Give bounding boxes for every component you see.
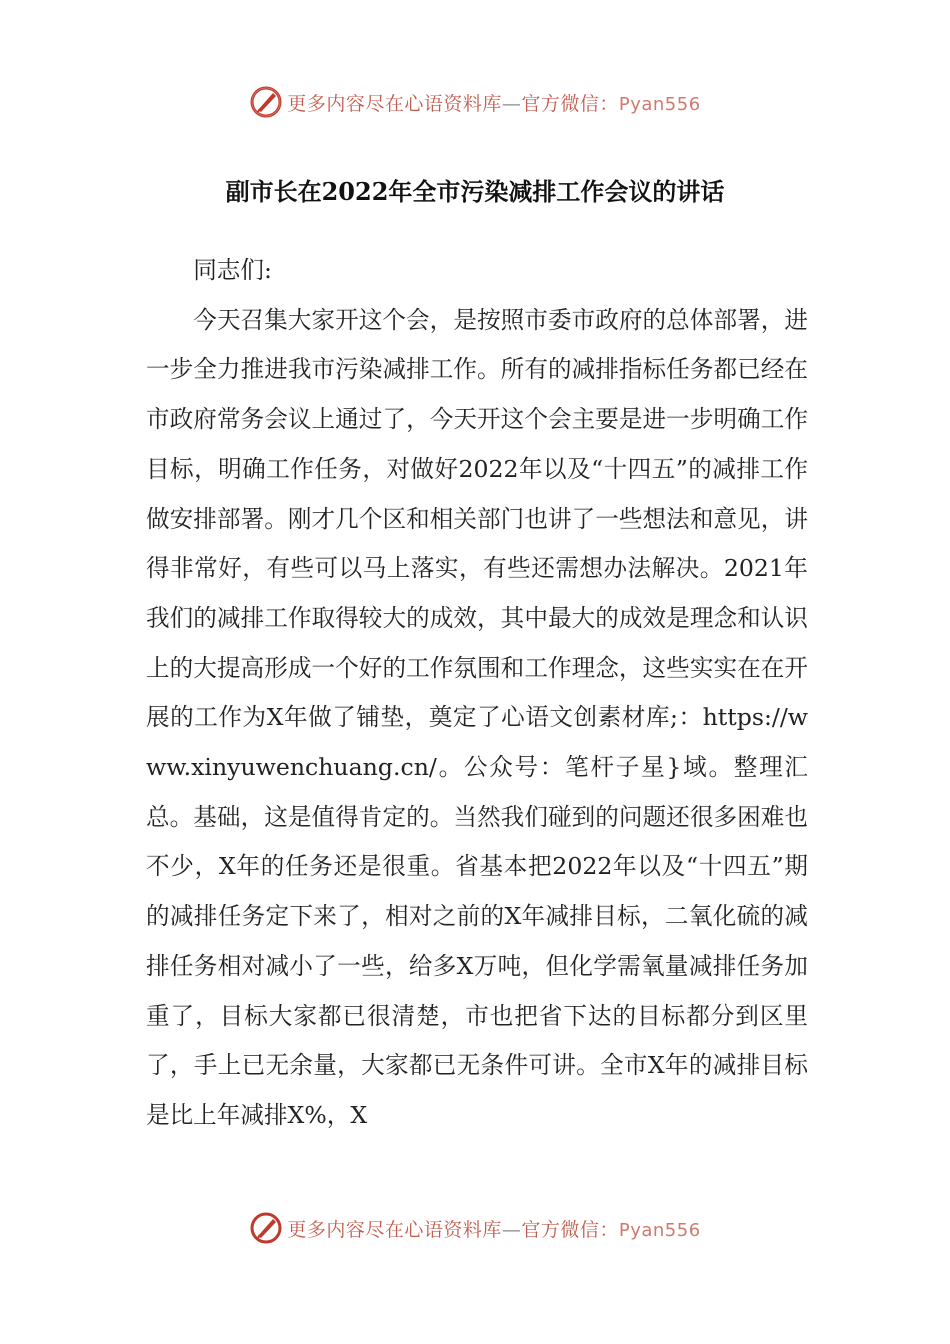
paragraph: 今天召集大家开这个会，是按照市委市政府的总体部署，进一步全力推进我市污染减排工作。所有的减排指标任务都已经在市政府常务会议上通过了，今天开这个会主要是进一步明确工作目标，明确工作任务，对做好2022年以及“十四五”的减排工作做安排部署。刚才几个区和相关部门也讲了一些想法和意见，讲得非常好，有些可以马上落实，有些还需想办法解决。2021年我们的减排工作取得较大的成效，其中最大的成效是理念和认识上的大提高形成一个好的工作氛围和工作理念，这些实实在在开展的工作为X年做了铺垫，奠定了心语文创素材库;：https://www.xinyuwenchuang.cn/。公众号：笔杆子星}域。整理汇总。基础，这是值得肯定的。当然我们碰到的问题还很多困难也不少，X年的任务还是很重。省基本把2022年以及“十四五”期的减排任务定下来了，相对之前的X年减排目标，二氧化硫的减排任务相对减小了一些，给多X万吨，但化学需氧量减排任务加重了，目标大家都已很清楚，市也把省下达的目标都分到区里了，手上已无余量，大家都已无条件可讲。全市X年的减排目标是比上年减排X%，X <box>146 305 808 1129</box>
quill-logo-icon <box>249 1211 283 1245</box>
header-banner <box>0 80 950 124</box>
salutation: 同志们: <box>193 256 272 284</box>
document-title: 副市长在2022年全市污染减排工作会议的讲话 <box>225 177 725 206</box>
quill-logo-icon <box>249 85 283 119</box>
banner-text: 更多内容尽在心语资料库—官方微信：Pyan556 <box>287 1218 701 1241</box>
footer-banner <box>0 1206 950 1250</box>
banner-text: 更多内容尽在心语资料库—官方微信：Pyan556 <box>287 92 701 115</box>
document-body <box>146 246 808 1141</box>
